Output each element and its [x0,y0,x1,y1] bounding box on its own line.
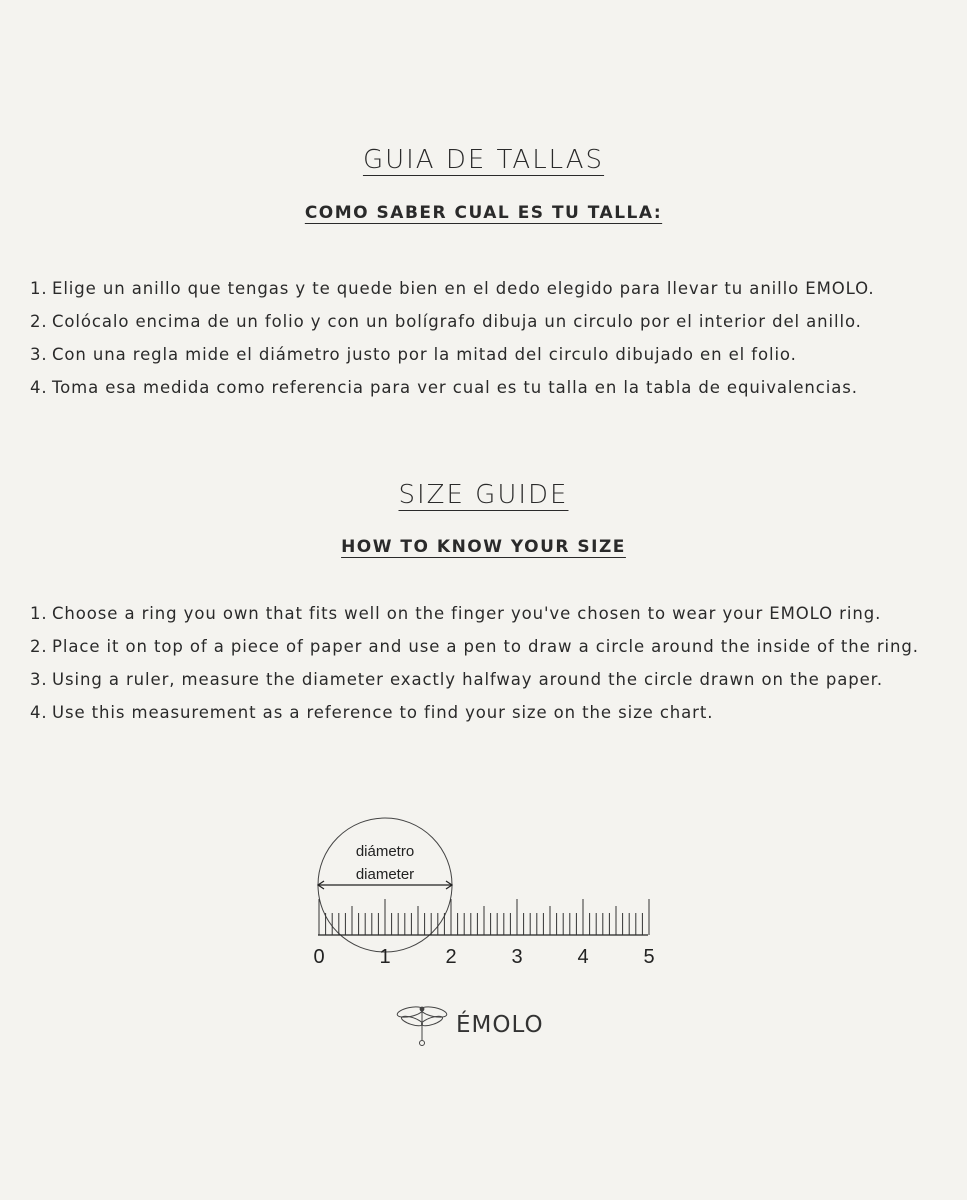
english-subtitle: HOW TO KNOW YOUR SIZE [341,537,626,557]
list-item: 4. Use this measurement as a reference to find your size on the size chart. [30,703,714,722]
ruler-label: 0 [313,946,325,968]
ruler-label: 4 [577,946,589,968]
spanish-steps-list [30,272,965,404]
diameter-label-es: diámetro [355,843,415,860]
english-title: SIZE GUIDE [398,480,569,510]
ruler-label: 5 [643,946,655,968]
english-steps-list [30,597,965,729]
dragonfly-icon [396,1002,448,1048]
ruler-label: 1 [379,946,391,968]
ruler-label: 3 [511,946,523,968]
list-item: 3. Con una regla mide el diámetro justo por la mitad del circulo dibujado en el folio. [30,345,797,364]
list-item: 3. Using a ruler, measure the diameter exactly halfway around the circle drawn on the paper. [30,670,883,689]
list-item: 1. Choose a ring you own that fits well on the finger you've chosen to wear your EMOLO ring. [30,604,882,623]
ruler-label: 2 [445,946,457,968]
ruler-diagram [300,815,680,975]
list-item: 1. Elige un anillo que tengas y te quede bien en el dedo elegido para llevar tu anillo EMOLO. [30,279,875,298]
list-item: 2. Place it on top of a piece of paper and use a pen to draw a circle around the inside of the ring. [30,637,919,656]
diameter-label-en: diameter [355,866,415,883]
brand-logo [396,1000,566,1050]
ruler-ticks [319,899,649,935]
spanish-subtitle: COMO SABER CUAL ES TU TALLA: [304,203,663,223]
brand-name: ÉMOLO [456,1012,544,1038]
list-item: 4. Toma esa medida como referencia para ver cual es tu talla en la tabla de equivalencias. [30,378,858,397]
spanish-title: GUIA DE TALLAS [362,145,605,175]
list-item: 2. Colócalo encima de un folio y con un bolígrafo dibuja un circulo por el interior del anillo. [30,312,862,331]
